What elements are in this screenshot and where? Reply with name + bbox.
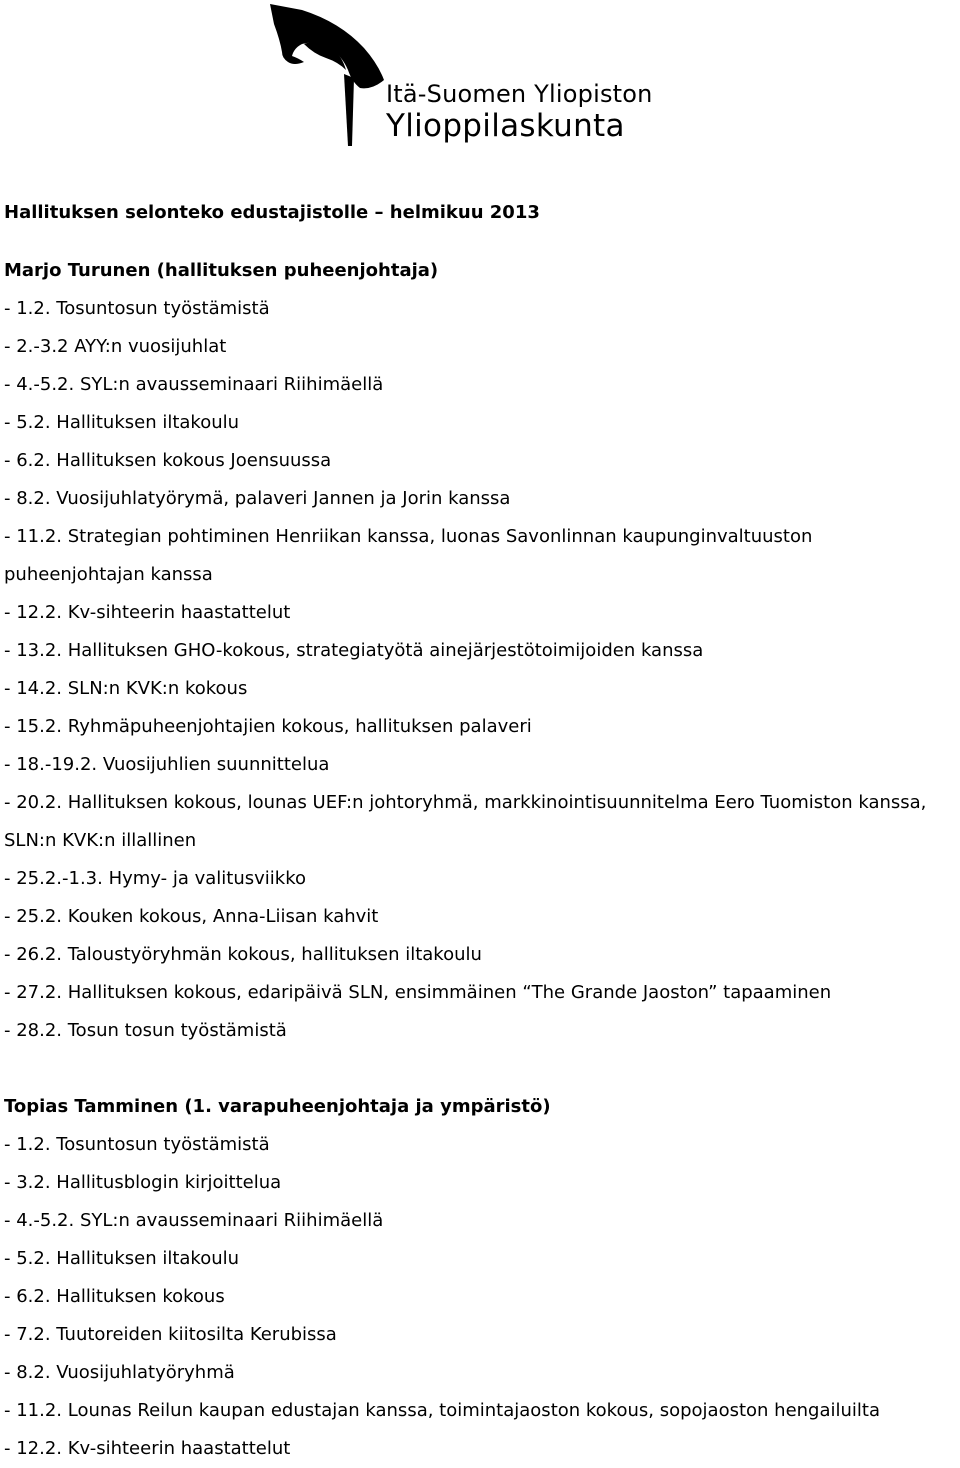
section-marjo-turunen	[4, 252, 956, 1050]
list-item: - 8.2. Vuosijuhlatyörymä, palaveri Jannen ja Jorin kanssa	[4, 488, 511, 509]
document-title: Hallituksen selonteko edustajistolle – helmikuu 2013	[4, 202, 540, 223]
list-item: - 12.2. Kv-sihteerin haastattelut	[4, 1438, 291, 1459]
document-body	[4, 194, 956, 1468]
list-item: - 11.2. Lounas Reilun kaupan edustajan kanssa, toimintajaoston kokous, sopojaoston hengailuilta	[4, 1400, 881, 1421]
list-item: - 4.-5.2. SYL:n avausseminaari Riihimäellä	[4, 374, 384, 395]
list-item: - 18.-19.2. Vuosijuhlien suunnittelua	[4, 754, 330, 775]
entry-list	[4, 290, 956, 1050]
section-heading: Marjo Turunen (hallituksen puheenjohtaja)	[4, 260, 439, 281]
list-item: - 6.2. Hallituksen kokous Joensuussa	[4, 450, 332, 471]
section-heading: Topias Tamminen (1. varapuheenjohtaja ja ympäristö)	[4, 1096, 551, 1117]
logo-text-line1: Itä-Suomen Yliopiston	[386, 80, 653, 108]
list-item: - 12.2. Kv-sihteerin haastattelut	[4, 602, 291, 623]
list-item: - 26.2. Taloustyöryhmän kokous, hallituksen iltakoulu	[4, 944, 482, 965]
list-item: - 25.2. Kouken kokous, Anna-Liisan kahvit	[4, 906, 379, 927]
list-item: - 2.-3.2 AYY:n vuosijuhlat	[4, 336, 227, 357]
logo-emblem-icon	[268, 0, 388, 150]
list-item: - 3.2. Hallitusblogin kirjoittelua	[4, 1172, 282, 1193]
list-item: - 14.2. SLN:n KVK:n kokous	[4, 678, 248, 699]
list-item: - 15.2. Ryhmäpuheenjohtajien kokous, hallituksen palaveri	[4, 716, 532, 737]
spacer	[4, 232, 956, 252]
list-item: - 20.2. Hallituksen kokous, lounas UEF:n johtoryhmä, markkinointisuunnitelma Eero Tuomiston kanssa, SLN:n KVK:n illallinen	[4, 792, 927, 851]
list-item: - 1.2. Tosuntosun työstämistä	[4, 1134, 270, 1155]
list-item: - 5.2. Hallituksen iltakoulu	[4, 1248, 240, 1269]
logo	[268, 0, 698, 150]
logo-text-line2: Ylioppilaskunta	[386, 108, 625, 144]
list-item: - 6.2. Hallituksen kokous	[4, 1286, 225, 1307]
list-item: - 7.2. Tuutoreiden kiitosilta Kerubissa	[4, 1324, 337, 1345]
section-topias-tamminen	[4, 1088, 956, 1468]
list-item: - 27.2. Hallituksen kokous, edaripäivä SLN, ensimmäinen “The Grande Jaoston” tapaaminen	[4, 982, 832, 1003]
list-item: - 11.2. Strategian pohtiminen Henriikan kanssa, luonas Savonlinnan kaupunginvaltuuston puheenjohtajan kanssa	[4, 526, 813, 585]
spacer	[4, 1050, 956, 1088]
list-item: - 25.2.-1.3. Hymy- ja valitusviikko	[4, 868, 307, 889]
entry-list	[4, 1126, 956, 1468]
list-item: - 1.2. Tosuntosun työstämistä	[4, 298, 270, 319]
list-item: - 28.2. Tosun tosun työstämistä	[4, 1020, 287, 1041]
list-item: - 8.2. Vuosijuhlatyöryhmä	[4, 1362, 235, 1383]
list-item: - 4.-5.2. SYL:n avausseminaari Riihimäellä	[4, 1210, 384, 1231]
list-item: - 5.2. Hallituksen iltakoulu	[4, 412, 240, 433]
list-item: - 13.2. Hallituksen GHO-kokous, strategiatyötä ainejärjestötoimijoiden kanssa	[4, 640, 704, 661]
